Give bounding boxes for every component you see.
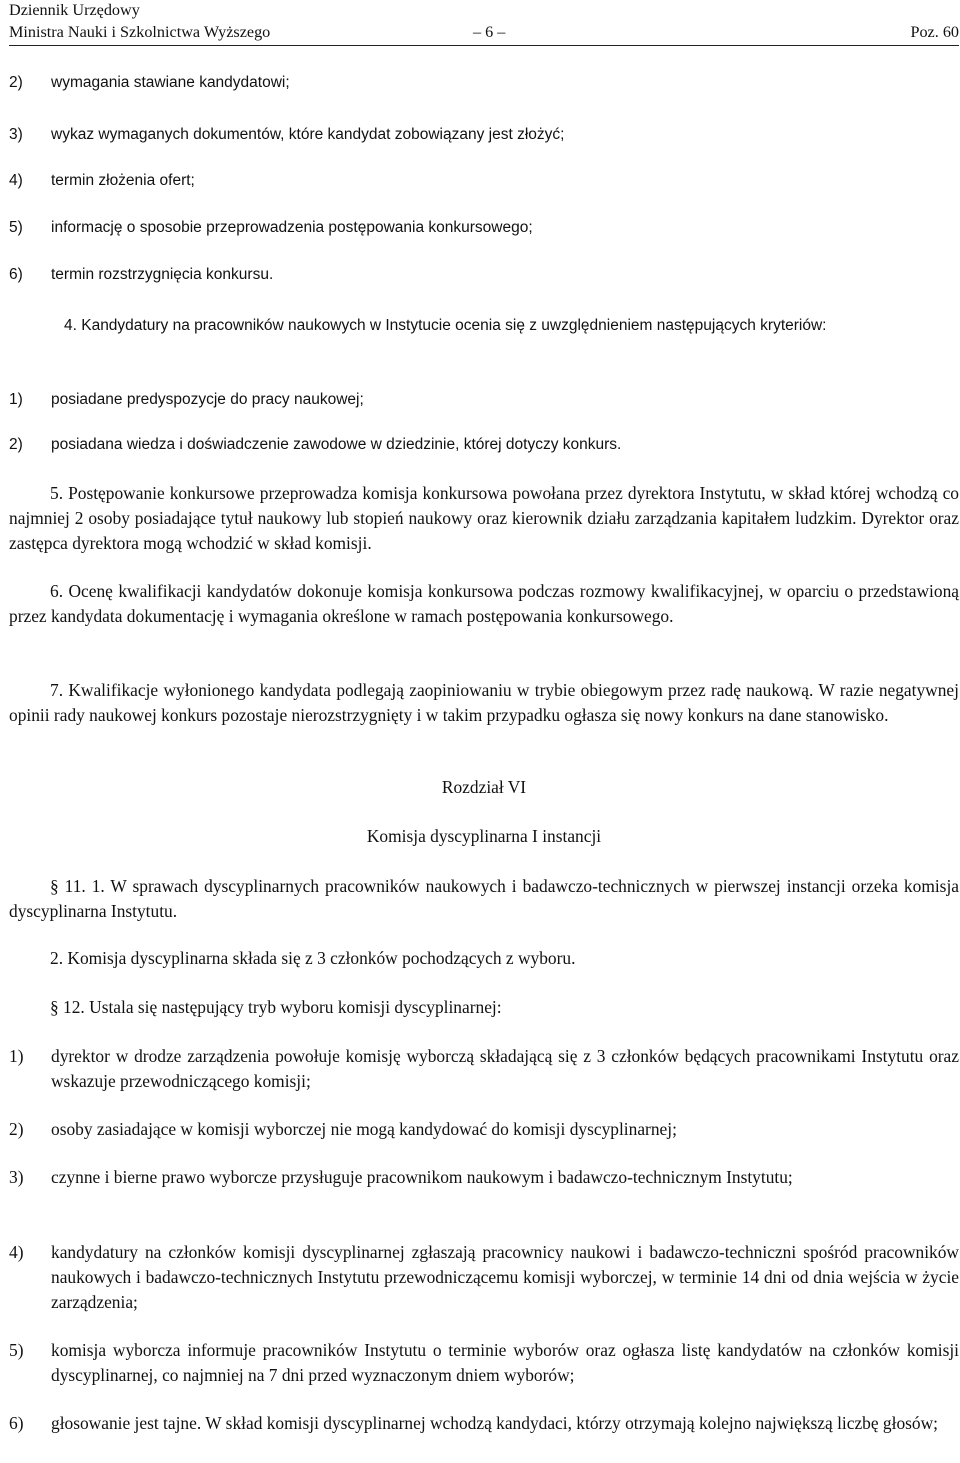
paragraph-6 (9, 579, 959, 629)
list-text: informację o sposobie przeprowadzenia postępowania konkursowego; (51, 219, 533, 236)
list-text: kandydatury na członków komisji dyscyplinarnej zgłaszają pracownicy naukowi i badawczo-techniczni spośród pracowników naukowych i badawczo-technicznych Instytutu przewodniczącemu komisji wyborczej, w terminie 14 dni od dnia wejścia w życie zarządzenia; (51, 1242, 959, 1312)
paragraph-4 (9, 312, 959, 339)
list-item (9, 70, 959, 95)
list-item (9, 1044, 959, 1094)
list-text: wymagania stawiane kandydatowi; (51, 74, 290, 91)
position-number: Poz. 60 (910, 23, 959, 41)
list-item (9, 262, 959, 287)
journal-title: Dziennik Urzędowy (9, 1, 140, 19)
section-11-2 (9, 946, 959, 971)
list-item (9, 432, 959, 457)
list-number: 6) (9, 266, 23, 283)
list-number: 4) (9, 172, 23, 189)
list-item (9, 122, 959, 147)
list-number: 3) (9, 1167, 24, 1187)
list-number: 2) (9, 1119, 24, 1139)
list-number: 6) (9, 1413, 24, 1433)
paragraph-text: § 12. Ustala się następujący tryb wyboru komisji dyscyplinarnej: (50, 997, 502, 1017)
chapter-title: Komisja dyscyplinarna I instancji (366, 826, 602, 846)
paragraph-7 (9, 678, 959, 728)
list-text: termin rozstrzygnięcia konkursu. (51, 266, 274, 283)
list-item (9, 1240, 959, 1315)
issuer-name: Ministra Nauki i Szkolnictwa Wyższego (9, 23, 271, 41)
list-item (9, 1411, 959, 1436)
section-11-1 (9, 874, 959, 924)
paragraph-text: 5. Postępowanie konkursowe przeprowadza komisja konkursowa powołana przez dyrektora Instytutu, w skład której wchodzą co najmniej 2 osoby posiadające tytuł naukowy lub stopień naukowy oraz kierownik działu zarządzania kapitałem ludzkim. Dyrektor oraz zastępca dyrektora mogą wchodzić w skład komisji. (9, 483, 959, 553)
list-number: 4) (9, 1242, 24, 1262)
paragraph-text: § 11. 1. W sprawach dyscyplinarnych pracowników naukowych i badawczo-technicznych w pierwszej instancji orzeka komisja dyscyplinarna Instytutu. (9, 876, 959, 921)
section-12 (9, 995, 959, 1020)
list-item (9, 1338, 959, 1388)
list-item (9, 1165, 959, 1190)
list-item (9, 168, 959, 193)
paragraph-text: 2. Komisja dyscyplinarna składa się z 3 członków pochodzących z wyboru. (50, 948, 576, 968)
header-rule (9, 45, 959, 46)
list-text: termin złożenia ofert; (51, 172, 195, 189)
list-text: komisja wyborcza informuje pracowników Instytutu o terminie wyborów oraz ogłasza listę kandydatów na członków komisji dyscyplinarnej, co najmniej na 7 dni przed wyznaczonym dniem wyborów; (51, 1340, 959, 1385)
list-number: 2) (9, 436, 23, 453)
list-text: głosowanie jest tajne. W skład komisji dyscyplinarnej wchodzą kandydaci, którzy otrzymają kolejno największą liczbę głosów; (51, 1413, 939, 1433)
list-text: posiadana wiedza i doświadczenie zawodowe w dziedzinie, której dotyczy konkurs. (51, 436, 622, 453)
document-page (9, 0, 959, 1433)
page-header (9, 0, 959, 48)
list-item (9, 215, 959, 240)
list-text: wykaz wymaganych dokumentów, które kandydat zobowiązany jest złożyć; (51, 126, 565, 143)
list-number: 5) (9, 219, 23, 236)
chapter-heading: Rozdział VI (441, 777, 527, 797)
list-text: dyrektor w drodze zarządzenia powołuje komisję wyborczą składającą się z 3 członków będących pracownikami Instytutu oraz wskazuje przewodniczącego komisji; (51, 1046, 959, 1091)
list-number: 1) (9, 391, 23, 408)
list-text: osoby zasiadające w komisji wyborczej nie mogą kandydować do komisji dyscyplinarnej; (51, 1119, 677, 1139)
list-item (9, 387, 959, 412)
list-number: 5) (9, 1340, 24, 1360)
paragraph-text: 7. Kwalifikacje wyłonionego kandydata podlegają zaopiniowaniu w trybie obiegowym przez radę naukową. W razie negatywnej opinii rady naukowej konkurs pozostaje nierozstrzygnięty i w takim przypadku ogłasza się nowy konkurs na dane stanowisko. (9, 680, 959, 725)
paragraph-text: 4. Kandydatury na pracowników naukowych w Instytucie ocenia się z uwzględnieniem następujących kryteriów: (64, 317, 827, 334)
list-text: czynne i bierne prawo wyborcze przysługuje pracownikom naukowym i badawczo-technicznym Instytutu; (51, 1167, 793, 1187)
paragraph-5 (9, 481, 959, 556)
list-number: 1) (9, 1046, 24, 1066)
list-item (9, 1117, 959, 1142)
list-text: posiadane predyspozycje do pracy naukowej; (51, 391, 364, 408)
list-number: 3) (9, 126, 23, 143)
list-number: 2) (9, 74, 23, 91)
paragraph-text: 6. Ocenę kwalifikacji kandydatów dokonuje komisja konkursowa podczas rozmowy kwalifikacyjnej, w oparciu o przedstawioną przez kandydata dokumentację i wymagania określone w ramach postępowania konkursowego. (9, 581, 959, 626)
page-number: – 6 – (473, 23, 506, 41)
